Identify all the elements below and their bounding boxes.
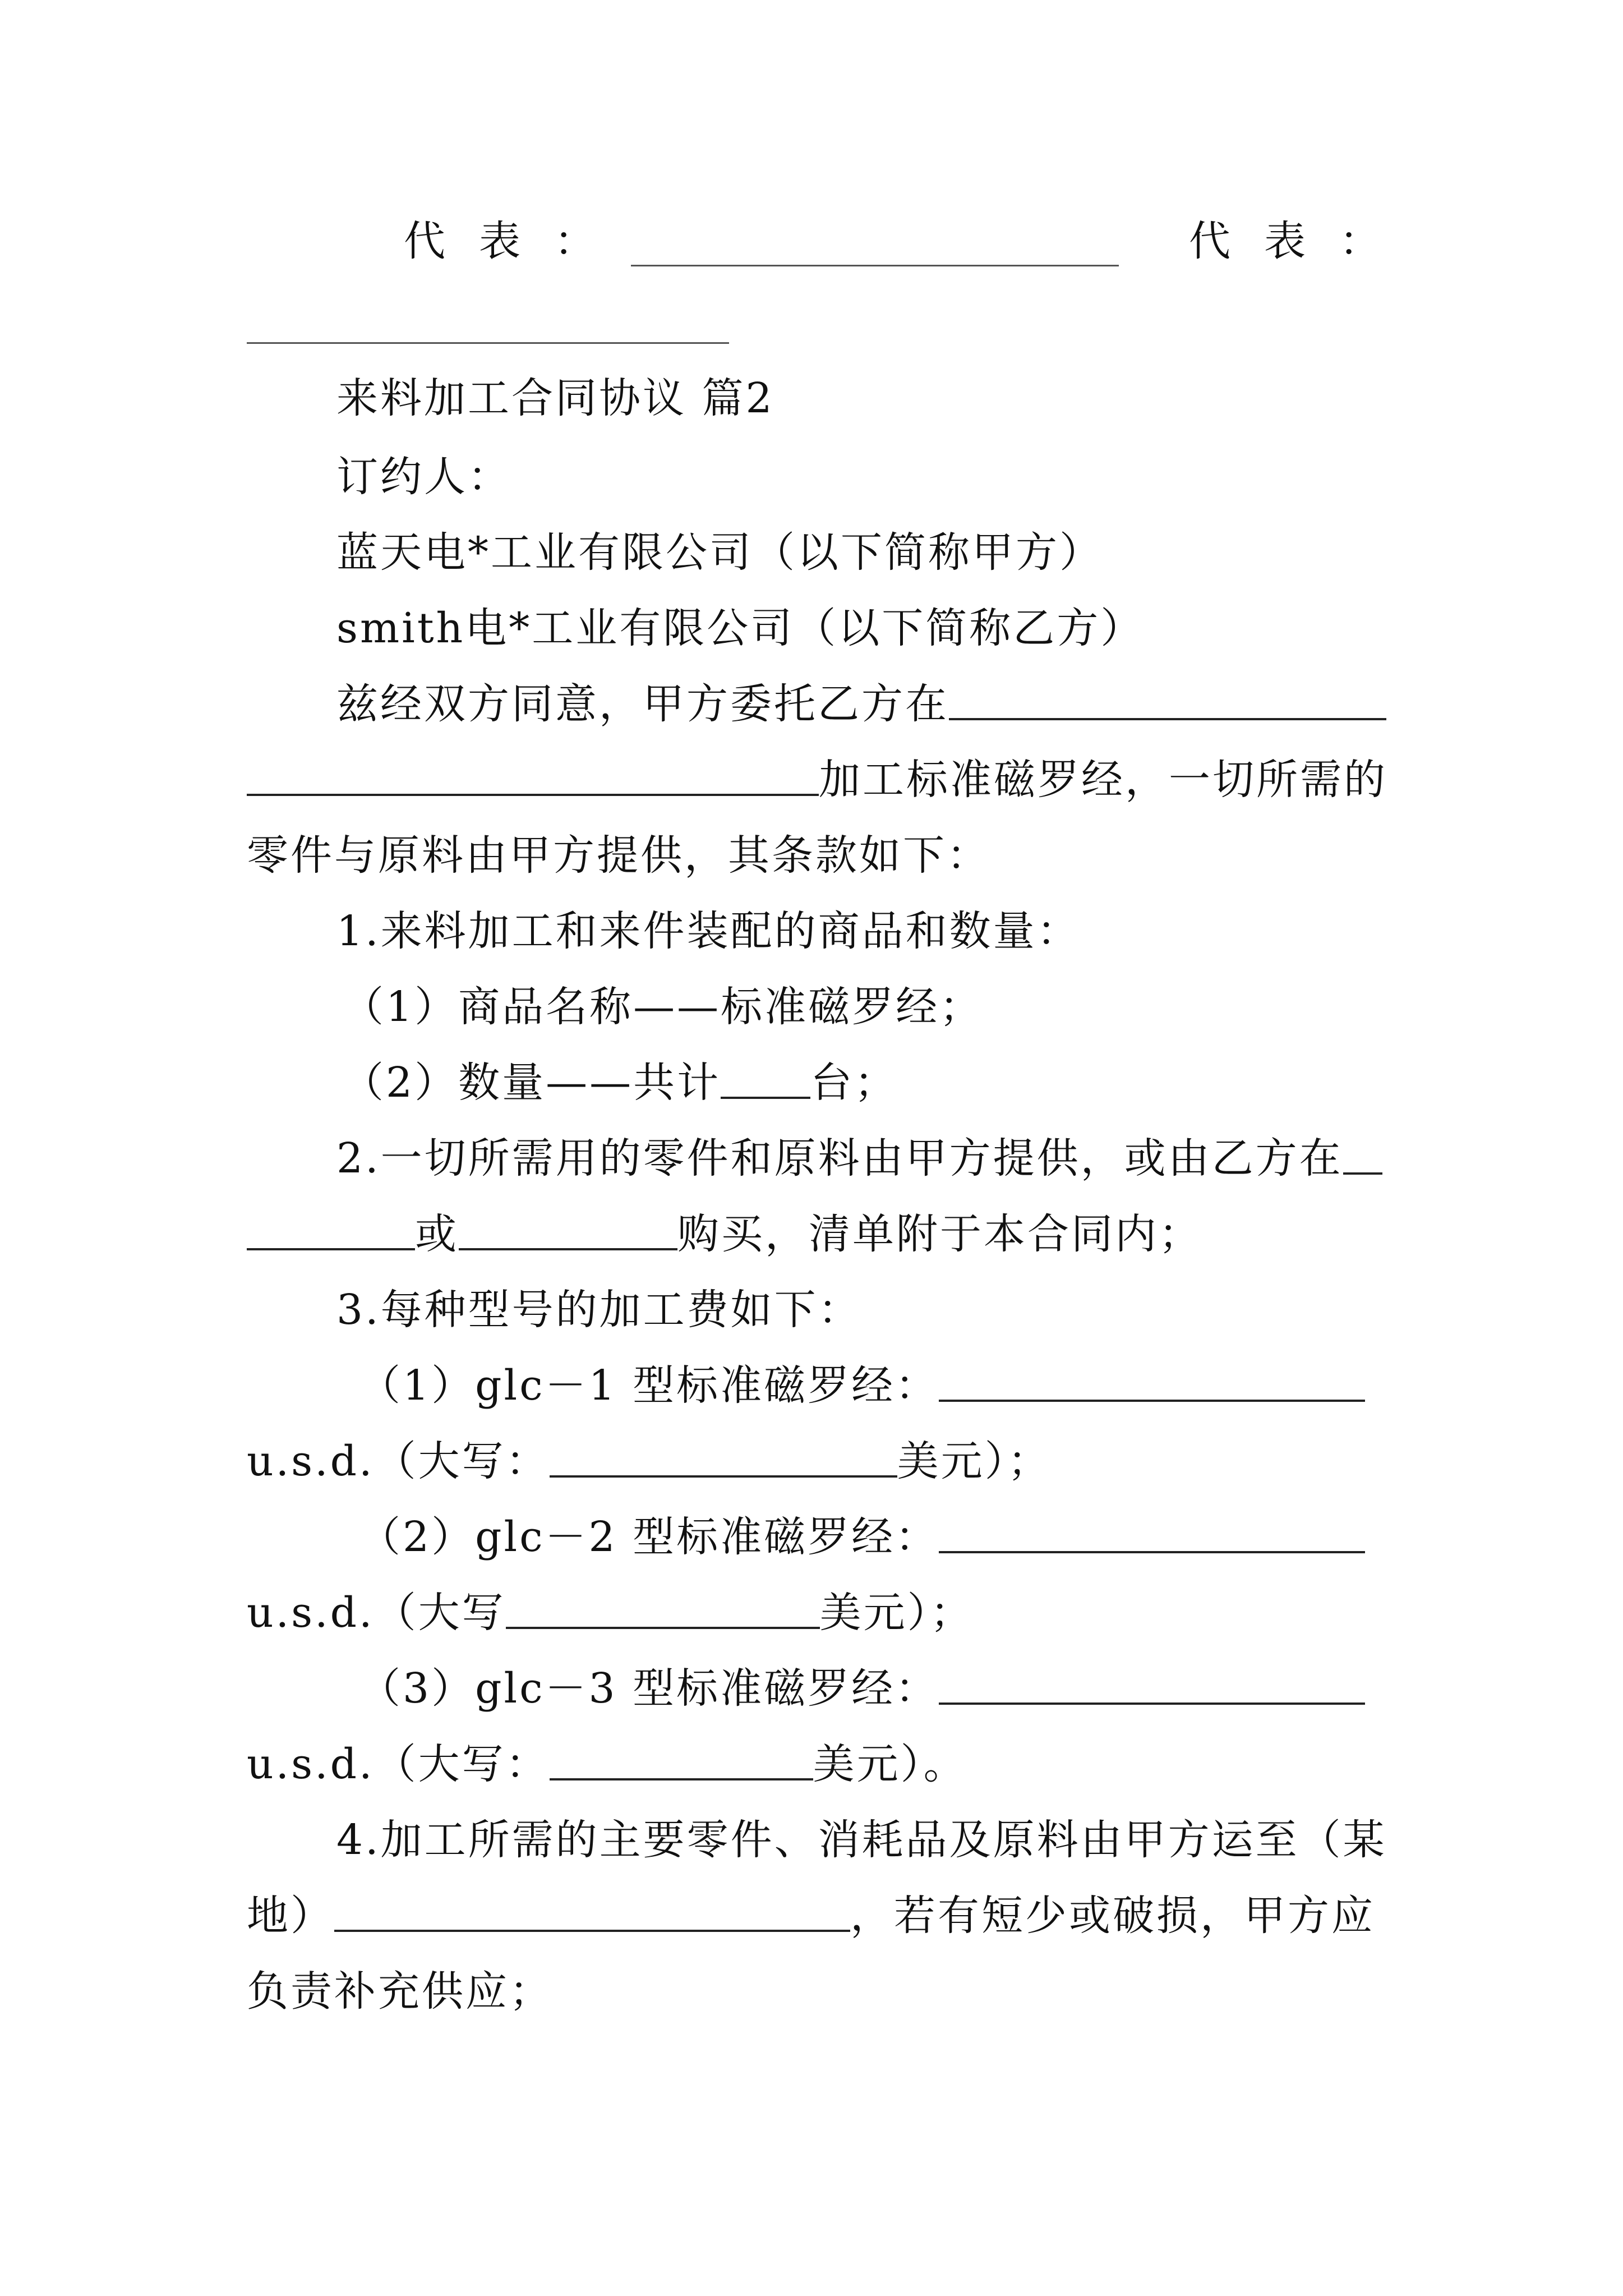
clause2-suffix: 购买，清单附于本合同内；: [677, 1210, 1202, 1258]
clause2-line2: [247, 1206, 1391, 1262]
representative-label-right: 代表：: [1189, 217, 1414, 265]
glc1-fee-blank[interactable]: [939, 1358, 1365, 1402]
clause4-line2-prefix: 地）: [247, 1892, 334, 1940]
clause3-item2-currency: 美元）；: [819, 1589, 974, 1637]
clause3-item3-unit: u.s.d.（大写：: [247, 1740, 550, 1788]
clause4-line3: 负责补充供应；: [247, 1967, 553, 2016]
clause3-item2-label: （2）glc－2 型标准磁罗经：: [359, 1513, 939, 1561]
glc3-amount-words-blank[interactable]: [550, 1737, 813, 1780]
clause3-item3-line2: [247, 1736, 1391, 1792]
clause4-line2: [247, 1888, 1391, 1944]
glc1-amount-words-blank[interactable]: [550, 1434, 897, 1478]
clause3-item1-label: （1）glc－1 型标准磁罗经：: [359, 1361, 939, 1410]
clause3-item3-label: （3）glc－3 型标准磁罗经：: [359, 1664, 939, 1713]
quantity-blank[interactable]: [721, 1055, 810, 1099]
intro-line-2: [247, 752, 1391, 808]
clause2-or: 或: [415, 1210, 459, 1258]
intro-line-1: [247, 676, 1391, 732]
clause3-item3-currency: 美元）。: [813, 1740, 967, 1788]
representative-signature-line-right: [247, 342, 729, 344]
clause4-line2-suffix: ，若有短少或破损，甲方应: [850, 1892, 1375, 1940]
clause3-item2-unit: u.s.d.（大写: [247, 1589, 506, 1637]
clause4-line1: 4.加工所需的主要零件、消耗品及原料由甲方运至（某: [336, 1816, 1387, 1864]
clause1-item2-suffix: 台；: [810, 1059, 898, 1107]
clause2-line1: [247, 1130, 1391, 1186]
party-b: smith电*工业有限公司（以下简称乙方）: [336, 604, 1145, 652]
intro-suffix: 加工标准磁罗经，一切所需的: [819, 756, 1387, 804]
representative-signature-line-left: [631, 265, 1119, 266]
clause1-item1: （1）商品名称——标准磁罗经；: [342, 983, 984, 1031]
clause3-heading: 3.每种型号的加工费如下：: [336, 1286, 862, 1334]
clause3-item1-unit: u.s.d.（大写：: [247, 1437, 550, 1485]
clause2-text: 2.一切所需用的零件和原料由甲方提供，或由乙方在: [336, 1134, 1343, 1182]
section-title: 来料加工合同协议 篇2: [336, 374, 774, 422]
glc2-amount-words-blank[interactable]: [506, 1585, 820, 1629]
processing-location-blank-2[interactable]: [247, 752, 819, 796]
delivery-place-blank[interactable]: [334, 1888, 850, 1932]
processing-location-blank-1[interactable]: [949, 677, 1386, 720]
purchase-place-blank-2[interactable]: [459, 1207, 677, 1250]
purchase-place-blank-1b[interactable]: [247, 1207, 415, 1250]
clause3-item3-line1: [247, 1660, 1391, 1717]
glc3-fee-blank[interactable]: [939, 1661, 1365, 1705]
clause3-item1-currency: 美元）；: [897, 1437, 1052, 1485]
purchase-place-blank-1a[interactable]: [1343, 1131, 1382, 1175]
glc2-fee-blank[interactable]: [939, 1510, 1365, 1553]
clause3-item2-line1: [247, 1509, 1391, 1565]
clause1-heading: 1.来料加工和来件装配的商品和数量：: [336, 907, 1081, 955]
clause1-item2: [247, 1055, 1391, 1111]
clause1-item2-prefix: （2）数量——共计: [342, 1059, 721, 1107]
representative-label-left: 代表：: [404, 217, 629, 265]
party-a: 蓝天电*工业有限公司（以下简称甲方）: [336, 528, 1103, 577]
clause3-item2-line2: [247, 1585, 1391, 1641]
signatories-heading: 订约人：: [336, 453, 511, 501]
clause3-item1-line2: [247, 1433, 1391, 1489]
intro-prefix: 兹经双方同意，甲方委托乙方在: [336, 680, 949, 728]
intro-line-3: 零件与原料由甲方提供，其条款如下：: [247, 831, 990, 880]
clause3-item1-line1: [247, 1358, 1391, 1414]
